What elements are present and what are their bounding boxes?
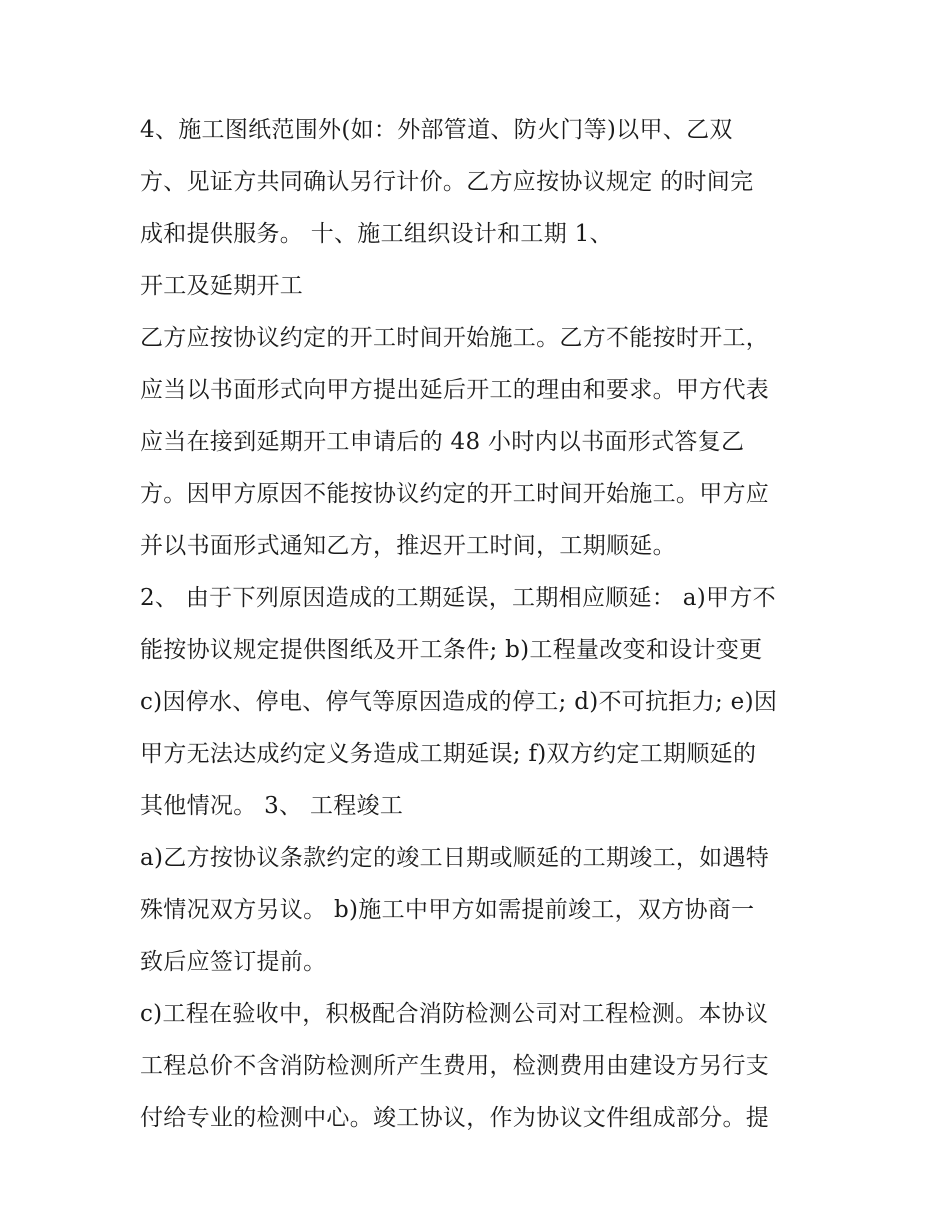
text-line: 4、施工图纸范围外(如：外部管道、防火门等)以甲、乙双 — [140, 117, 733, 143]
section-heading: 开工及延期开工 — [140, 273, 304, 299]
text-line: 殊情况双方另议。 b)施工中甲方如需提前竣工，双方协商一 — [140, 897, 755, 923]
body-text — [140, 104, 820, 1144]
text-line: 应当在接到延期开工申请后的 48 小时内以书面形式答复乙 — [140, 429, 745, 455]
text-line: 2、 由于下列原因造成的工期延误，工期相应顺延： a)甲方不 — [140, 585, 776, 611]
text-line: 方、见证方共同确认另行计价。乙方应按协议规定 的时间完 — [140, 169, 754, 195]
text-line: 致后应签订提前。 — [140, 949, 327, 975]
text-line: 乙方应按协议约定的开工时间开始施工。乙方不能按时开工， — [140, 325, 770, 351]
text-line: c)工程在验收中，积极配合消防检测公司对工程检测。本协议 — [140, 1001, 769, 1027]
text-line: 付给专业的检测中心。竣工协议，作为协议文件组成部分。提 — [140, 1105, 770, 1131]
text-line: 成和提供服务。 十、施工组织设计和工期 1、 — [140, 221, 613, 247]
text-line: 其他情况。 3、 工程竣工 — [140, 793, 404, 819]
text-line: 工程总价不含消防检测所产生费用，检测费用由建设方另行支 — [140, 1053, 770, 1079]
text-line: 能按协议规定提供图纸及开工条件; b)工程量改变和设计变更 — [140, 637, 763, 663]
text-line: 并以书面形式通知乙方，推迟开工时间，工期顺延。 — [140, 533, 676, 559]
text-line: 甲方无法达成约定义务造成工期延误; f)双方约定工期顺延的 — [140, 741, 757, 767]
text-line: 方。因甲方原因不能按协议约定的开工时间开始施工。甲方应 — [140, 481, 770, 507]
text-line: 应当以书面形式向甲方提出延后开工的理由和要求。甲方代表 — [140, 377, 770, 403]
text-line: a)乙方按协议条款约定的竣工日期或顺延的工期竣工，如遇特 — [140, 845, 770, 871]
text-line: c)因停水、停电、停气等原因造成的停工; d)不可抗拒力; e)因 — [140, 689, 778, 715]
